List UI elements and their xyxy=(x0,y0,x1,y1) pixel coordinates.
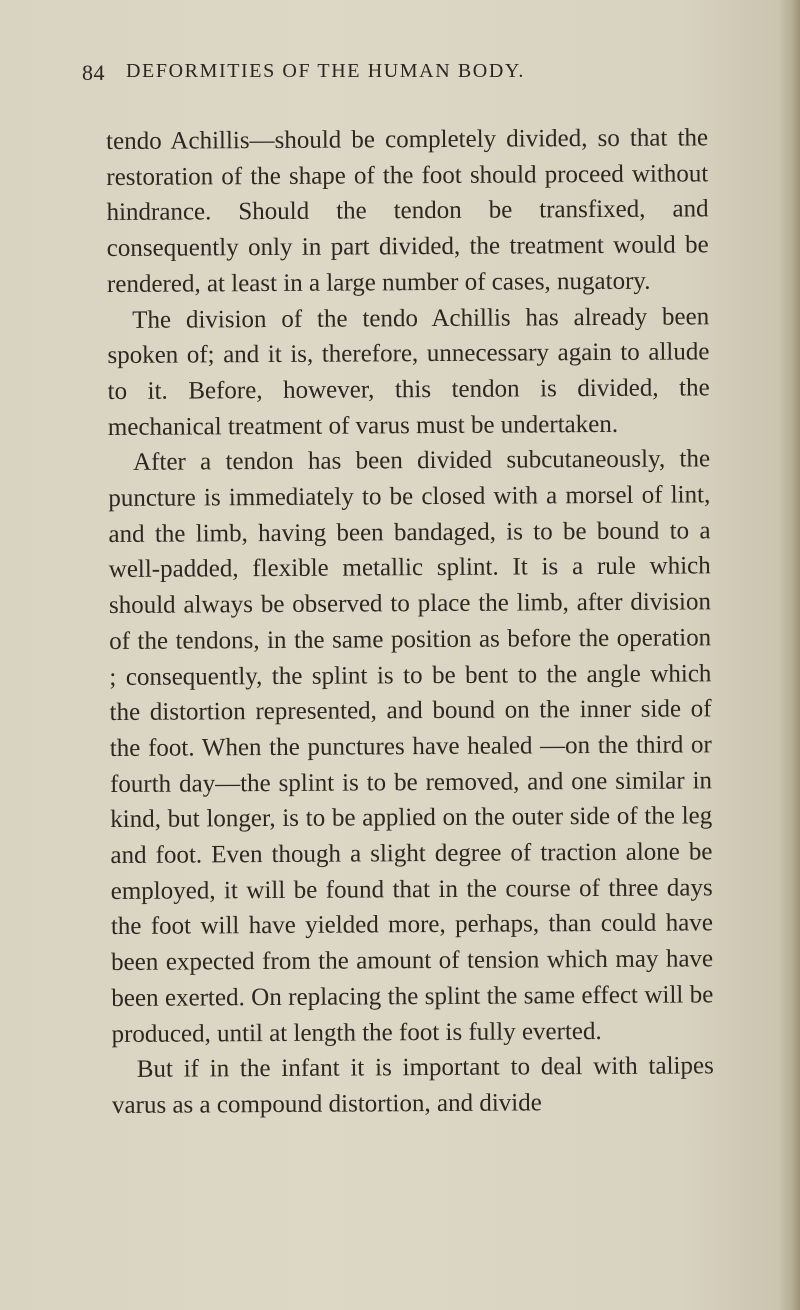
paragraph-3: After a tendon has been divided subcutaneously, the puncture is immediately to be closed with a morsel of lint, and the limb, having been bandaged, is to be bound to a well-padded, flexible metallic splint. It is a rule which should always be observed to place the limb, after division of the tendons, in the same position as before the operation ; consequently, the splint is to be bent to the angle which the distortion represented, and bound on the inner side of the foot. When the punctures have healed —on the third or fourth day—the splint is to be removed, and one similar in kind, but longer, is to be applied on the outer side of the leg and foot. Even though a slight degree of traction alone be employed, it will be found that in the course of three days the foot will have yielded more, perhaps, than could have been expected from the amount of tension which may have been exerted. On replacing the splint the same effect will be produced, until at length the foot is fully everted. xyxy=(108,445,714,1048)
paragraph-4: But if in the infant it is important to deal with talipes varus as a compound distortion, and divide xyxy=(111,1052,714,1119)
paragraph-2: The division of the tendo Achillis has already been spoken of; and it is, therefore, unnecessary again to allude to it. Before, however, this tendon is divided, the mechanical treatment of varus must be undertaken. xyxy=(107,302,710,441)
running-head-title: DEFORMITIES OF THE HUMAN BODY. xyxy=(126,60,525,82)
paragraph-1: tendo Achillis—should be completely divided, so that the restoration of the shape of the foot should proceed without hindrance. Should the tendon be transfixed, and consequently only in part divided, the treatment would be rendered, at least in a large number of cases, nugatory. xyxy=(106,124,709,298)
page-edge-shadow xyxy=(778,0,800,1310)
page-number: 84 xyxy=(82,60,105,85)
body-text xyxy=(106,120,714,1123)
running-head xyxy=(82,60,692,88)
